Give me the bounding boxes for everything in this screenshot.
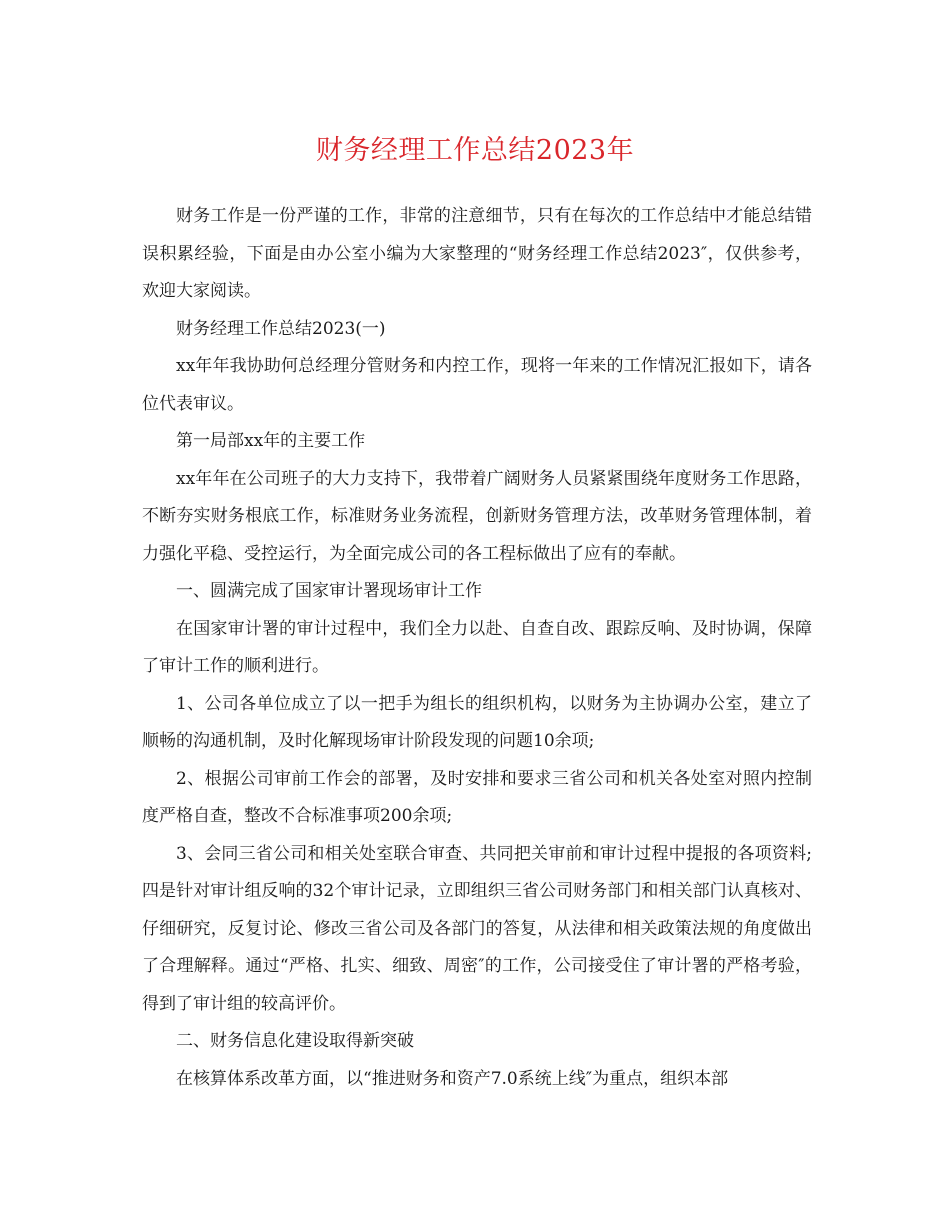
section-heading: 财务经理工作总结2023(一) [176, 318, 386, 339]
section-heading: 一、圆满完成了国家审计署现场审计工作 [176, 581, 482, 601]
document-body [142, 198, 812, 1098]
list-item: 3、会同三省公司和相关处室联合审查、共同把关审前和审计过程中提报的各项资料;四是针对审计组反响的32个审计记录，立即组织三省公司财务部门和相关部门认真核对、仔细研究，反复讨论、修改三省公司及各部门的答复，从法律和相关政策法规的角度做出了合理解释。通过“严格、扎实、细致、周密″的工作，公司接受住了审计署的严格考验，得到了审计组的较高评价。 [142, 843, 812, 1014]
paragraph: xx年年在公司班子的大力支持下，我带着广阔财务人员紧紧围绕年度财务工作思路，不断夯实财务根底工作，标准财务业务流程，创新财务管理方法，改革财务管理体制，着力强化平稳、受控运行，为全面完成公司的各工程标做出了应有的奉献。 [142, 468, 812, 564]
paragraph: 在核算体系改革方面，以“推进财务和资产7.0系统上线″为重点，组织本部 [176, 1068, 729, 1089]
list-item: 2、根据公司审前工作会的部署，及时安排和要求三省公司和机关各处室对照内控制度严格自查，整改不合标准事项200余项; [142, 768, 812, 826]
paragraph: 在国家审计署的审计过程中，我们全力以赴、自查自改、跟踪反响、及时协调，保障了审计工作的顺利进行。 [142, 618, 812, 676]
section-heading: 第一局部xx年的主要工作 [176, 431, 366, 451]
paragraph-intro: 财务工作是一份严谨的工作，非常的注意细节，只有在每次的工作总结中才能总结错误积累经验，下面是由办公室小编为大家整理的“财务经理工作总结2023″，仅供参考，欢迎大家阅读。 [142, 206, 812, 301]
section-heading: 二、财务信息化建设取得新突破 [176, 1031, 414, 1051]
document-title: 财务经理工作总结2023年 [315, 135, 635, 166]
list-item: 1、公司各单位成立了以一把手为组长的组织机构，以财务为主协调办公室，建立了顺畅的沟通机制，及时化解现场审计阶段发现的问题10余项; [142, 693, 812, 751]
paragraph: xx年年我协助何总经理分管财务和内控工作，现将一年来的工作情况汇报如下，请各位代表审议。 [142, 356, 812, 414]
